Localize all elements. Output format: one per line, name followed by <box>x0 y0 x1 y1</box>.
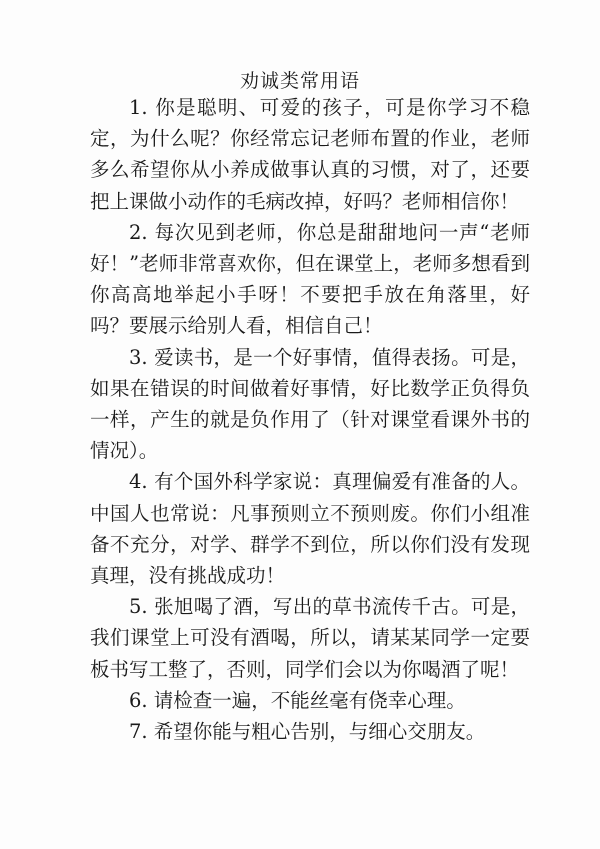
paragraph-7: 7. 希望你能与粗心告别，与细心交朋友。 <box>129 720 486 744</box>
paragraph-5: 5. 张旭喝了酒，写出的草书流传千古。可是，我们课堂上可没有酒喝，所以，请某某同学一定要板书写工整了，否则，同学们会以为你喝酒了呢！ <box>90 595 530 681</box>
document-body <box>90 92 530 747</box>
paragraph-3: 3. 爱读书，是一个好事情，值得表扬。可是，如果在错误的时间做着好事情，好比数学正负得负一样，产生的就是负作用了（针对课堂看课外书的情况）。 <box>90 345 530 463</box>
paragraph-4: 4. 有个国外科学家说：真理偏爱有准备的人。中国人也常说：凡事预则立不预则废。你们小组准备不充分，对学、群学不到位，所以你们没有发现真理，没有挑战成功！ <box>90 470 530 588</box>
paragraph-1: 1. 你是聪明、可爱的孩子，可是你学习不稳定，为什么呢？你经常忘记老师布置的作业，老师多么希望你从小养成做事认真的习惯，对了，还要把上课做小动作的毛病改掉，好吗？老师相信你！ <box>90 96 530 213</box>
paragraph-2: 2. 每次见到老师，你总是甜甜地问一声“老师好！”老师非常喜欢你，但在课堂上，老师多想看到你高高地举起小手呀！不要把手放在角落里，好吗？要展示给别人看，相信自己！ <box>90 220 530 338</box>
document-title: 劝诚类常用语 <box>239 70 360 92</box>
paragraph-6: 6. 请检查一遍，不能丝毫有侥幸心理。 <box>129 688 466 712</box>
